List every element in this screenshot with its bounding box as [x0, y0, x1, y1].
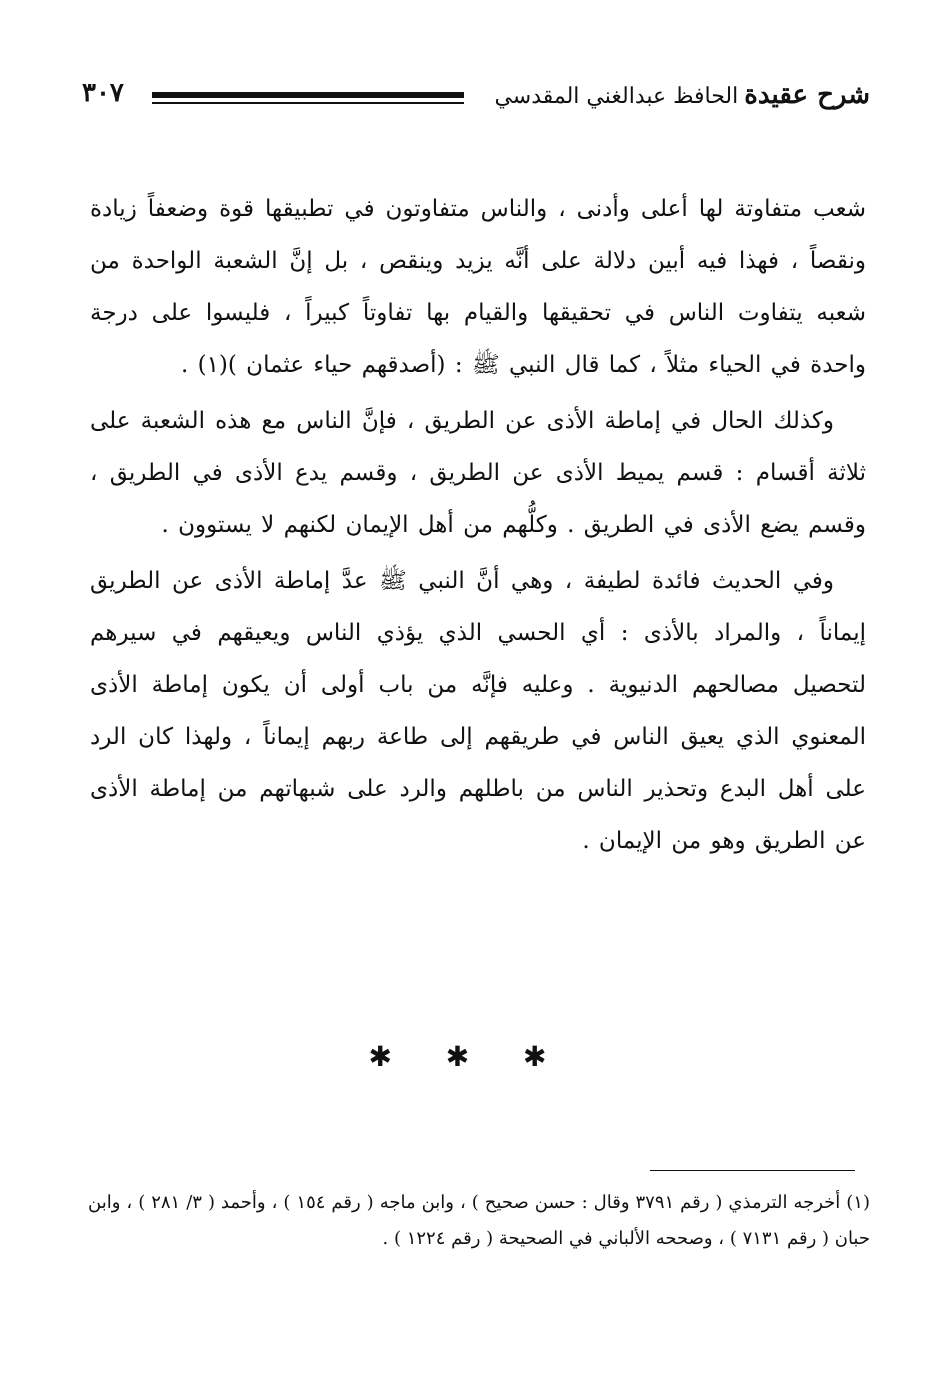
paragraph: وكذلك الحال في إماطة الأذى عن الطريق ، فإنَّ الناس مع هذه الشعبة على ثلاثة أقسام : قسم يميط الأذى عن الطريق ، وقسم يدع الأذى في الطريق ، وقسم يضع الأذى في الطريق . وكلُّهم من أهل الإيمان لكنهم لا يستوون .	[90, 408, 866, 538]
page-number: ٣٠٧	[82, 78, 124, 108]
section-separator-stars: ✱ ✱ ✱	[368, 1040, 569, 1073]
running-title-bold: شرح عقيدة	[744, 80, 870, 110]
running-title	[494, 80, 870, 110]
footnote-rule	[650, 1170, 855, 1171]
header-rule	[152, 92, 464, 106]
header-rule-thick	[152, 92, 464, 98]
page-header	[82, 72, 870, 122]
footnote: (١) أخرجه الترمذي ( رقم ٣٧٩١ وقال : حسن صحيح ) ، وابن ماجه ( رقم ١٥٤ ) ، وأحمد ( ٣/ ٢٨١ ) ، وابن حبان ( رقم ٧١٣١ ) ، وصححه الألباني في الصحيحة ( رقم ١٢٢٤ ) .	[88, 1192, 870, 1249]
body-text	[90, 183, 866, 867]
running-title-rest: الحافظ عبدالغني المقدسي	[494, 84, 739, 109]
paragraph: شعب متفاوتة لها أعلى وأدنى ، والناس متفاوتون في تطبيقها قوة وضعفاً زيادة ونقصاً ، فهذا فيه أبين دلالة على أنَّه يزيد وينقص ، بل إنَّ الشعبة الواحدة من شعبه يتفاوت الناس في تحقيقها والقيام بها تفاوتاً كبيراً ، فليسوا على درجة واحدة في الحياء مثلاً ، كما قال النبي ﷺ : (أصدقهم حياء عثمان )(١) .	[90, 196, 866, 378]
paragraph: وفي الحديث فائدة لطيفة ، وهي أنَّ النبي ﷺ عدَّ إماطة الأذى عن الطريق إيماناً ، والمراد بالأذى : أي الحسي الذي يؤذي الناس ويعيقهم في سيرهم لتحصيل مصالحهم الدنيوية . وعليه فإنَّه من باب أولى أن يكون إماطة الأذى المعنوي الذي يعيق الناس في طريقهم إلى طاعة ربهم إيماناً ، ولهذا كان الرد على أهل البدع وتحذير الناس من باطلهم والرد على شبهاتهم من إماطة الأذى عن الطريق وهو من الإيمان .	[90, 568, 866, 854]
header-rule-thin	[152, 102, 464, 104]
